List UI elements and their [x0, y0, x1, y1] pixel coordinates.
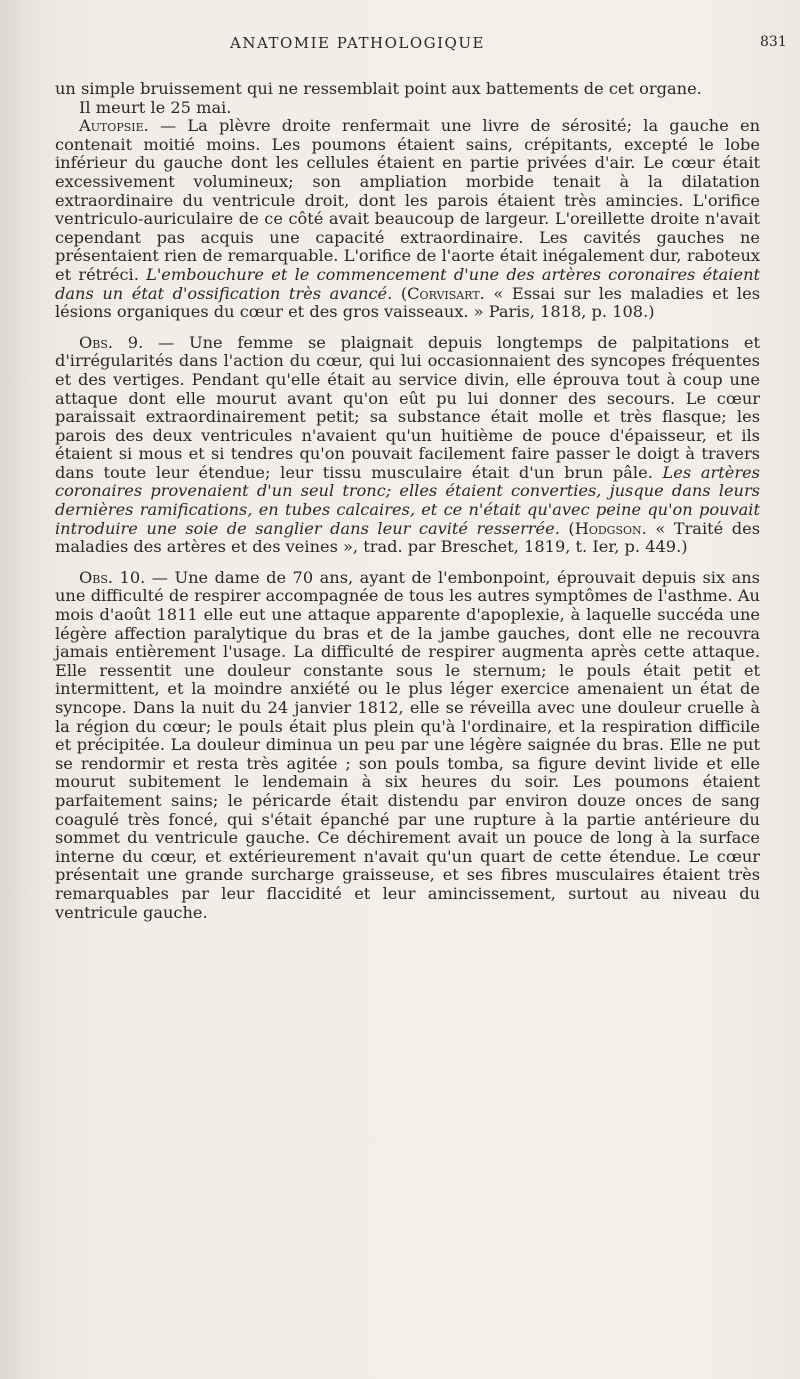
observation-10-label: Obs. 10. [79, 567, 146, 587]
observation-9-citation: . « Traité des maladies des artères et des veines », trad. par Breschet, 1819, t. Ier, p. 449.) [55, 518, 760, 557]
observation-9-label: Obs. 9. [79, 332, 144, 352]
observation-10-text: — Une dame de 70 ans, ayant de l'embonpoint, éprouvait depuis six ans une difficulté de respirer accompagnée de tous les autres symptômes de l'asthme. Au mois d'août 1811 elle eut une attaque apparente d'apoplexie, à laquelle succéda une légère affection paralytique du bras et de la jambe gauches, dont elle ne recouvra jamais entièrement l'usage. La difficulté de respirer augmenta après cette attaque. Elle ressentit une douleur constante sous le sternum; le pouls était petit et intermittent, et la moindre anxiété ou le plus léger exercice amenaient un état de syncope. Dans la nuit du 24 janvier 1812, elle se réveilla avec une douleur cruelle à la région du cœur; le pouls était plus plein qu'à l'ordinaire, et la respiration difficile et précipitée. La douleur diminua un peu par une légère saignée du bras. Elle ne put se rendormir et resta très agitée ; son pouls tomba, sa figure devint livide et elle mourut subitement le lendemain à six heures du soir. Les poumons étaient parfaitement sains; le péricarde était distendu par environ douze onces de sang coagulé très foncé, qui s'était épanché par une rupture à la partie antérieure du sommet du ventricule gauche. Ce déchirement avait un pouce de long à la surface interne du cœur, et extérieurement n'avait qu'un quart de cette étendue. Le cœur présentait une grande surcharge graisseuse, et ses fibres musculaires étaient très remarquables par leur flaccidité et leur amincissement, surtout au niveau du ventricule gauche. [55, 567, 760, 922]
paragraph-observation-10 [55, 569, 760, 922]
running-title: ANATOMIE PATHOLOGIQUE [230, 34, 485, 52]
autopsy-label: Autopsie. [79, 116, 149, 136]
paragraph-observation-9 [55, 334, 760, 557]
autopsy-italic: L'embouchure et le commencement d'une des artères coronaires étaient dans un état d'ossification très avancé. [55, 264, 760, 303]
page-header [0, 34, 800, 58]
page-number: 831 [760, 34, 787, 50]
autopsy-citation-open: ( [392, 283, 408, 303]
observation-9-citation-author: Hodgson [574, 518, 642, 538]
paragraph-death-date [55, 99, 760, 118]
observation-9-italic: Les artères coronaires provenaient d'un seul tronc; elles étaient converties, jusque dans leurs dernières ramifications, en tubes calcaires, et ce n'était qu'avec peine qu'on pouvait introduire une soie de sanglier dans leur cavité resserrée. [55, 462, 760, 538]
paragraph-continuation-text: un simple bruissement qui ne ressemblait point aux battements de cet organe. [55, 79, 702, 98]
autopsy-citation: . « Essai sur les maladies et les lésions organiques du cœur et des gros vaisseaux. » Paris, 1818, p. 108.) [55, 283, 760, 322]
paragraph-autopsy [55, 117, 760, 322]
paragraph-continuation [55, 80, 760, 99]
observation-9-text: — Une femme se plaignait depuis longtemps de palpitations et d'irrégularités dans l'action du cœur, qui lui occasionnaient des syncopes fréquentes et des vertiges. Pendant qu'elle était au service divin, elle éprouva tout à coup une attaque dont elle mourut avant qu'on eût pu lui donner des secours. Le cœur paraissait extraordinairement petit; sa substance était molle et très flasque; les parois des deux ventricules n'avaient qu'un huitième de pouce d'épaisseur, et ils étaient si mous et si tendres qu'on pouvait facilement faire passer le doigt à travers dans toute leur étendue; leur tissu musculaire était d'un brun pâle. [55, 332, 760, 482]
autopsy-citation-author: Corvisart [407, 283, 480, 303]
autopsy-text: — La plèvre droite renfermait une livre de sérosité; la gauche en contenait moitié moins. Les poumons étaient sains, crépitants, excepté le lobe inférieur du gauche dont les cellules étaient en partie privées d'air. Le cœur était excessivement volumineux; son ampliation morbide tenait à la dilatation extraordinaire du ventricule droit, dont les parois étaient très amincies. L'orifice ventriculo-auriculaire de ce côté avait beaucoup de largeur. L'oreillette droite n'avait cependant pas acquis une capacité extraordinaire. Les cavités gauches ne présentaient rien de remarquable. L'orifice de l'aorte était inégalement dur, raboteux et rétréci. [55, 116, 760, 284]
body-text [55, 80, 760, 922]
death-date-text: Il meurt le 25 mai. [79, 97, 232, 117]
observation-9-citation-open: ( [559, 518, 575, 538]
